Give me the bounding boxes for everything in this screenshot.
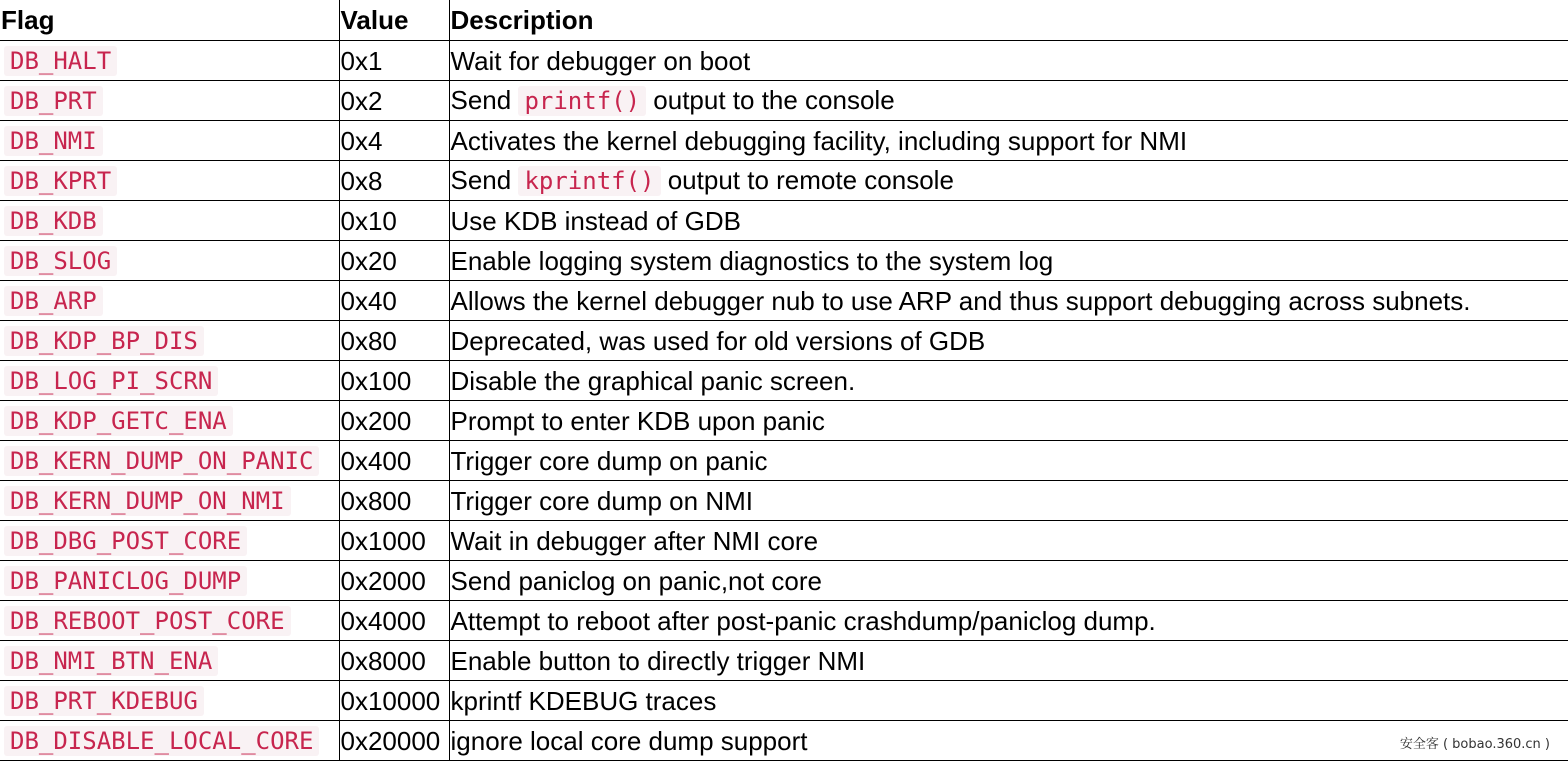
description-cell	[449, 81, 1568, 121]
description-text: ignore local core dump support	[450, 725, 808, 756]
description-cell	[449, 521, 1568, 561]
flag-name: DB_PRT_KDEBUG	[4, 686, 204, 716]
table-row	[0, 641, 1568, 681]
watermark: 安全客 ( bobao.360.cn )	[1399, 737, 1550, 752]
description-text: Activates the kernel debugging facility, including support for NMI	[450, 125, 1188, 156]
flag-name: DB_DBG_POST_CORE	[4, 526, 247, 556]
table-row	[0, 441, 1568, 481]
description-cell	[449, 561, 1568, 601]
value-cell: 0x20	[339, 241, 449, 281]
flag-cell	[0, 601, 339, 641]
value-cell: 0x1000	[339, 521, 449, 561]
value-cell: 0x40	[339, 281, 449, 321]
value-cell: 0x800	[339, 481, 449, 521]
description-text: Send	[450, 165, 519, 195]
description-text: Trigger core dump on panic	[450, 445, 768, 476]
table-row	[0, 361, 1568, 401]
description-code: kprintf()	[518, 166, 660, 196]
header-row	[0, 0, 1568, 41]
description-text: Send	[450, 85, 519, 115]
description-text: Wait for debugger on boot	[450, 45, 751, 76]
flag-name: DB_DISABLE_LOCAL_CORE	[4, 726, 319, 756]
value-cell: 0x4000	[339, 601, 449, 641]
flag-cell	[0, 721, 339, 761]
table-row	[0, 561, 1568, 601]
description-cell	[449, 121, 1568, 161]
description-text: Enable logging system diagnostics to the system log	[450, 245, 1054, 276]
value-cell: 0x4	[339, 121, 449, 161]
description-cell	[449, 361, 1568, 401]
flag-cell	[0, 41, 339, 81]
flag-name: DB_NMI	[4, 126, 103, 156]
description-text: Use KDB instead of GDB	[450, 205, 741, 236]
table-row	[0, 41, 1568, 81]
description-text: Disable the graphical panic screen.	[450, 365, 856, 396]
description-text: Prompt to enter KDB upon panic	[450, 405, 825, 436]
flag-cell	[0, 281, 339, 321]
table-body	[0, 41, 1568, 761]
description-cell	[449, 481, 1568, 521]
flag-name: DB_KERN_DUMP_ON_NMI	[4, 486, 291, 516]
table-row	[0, 521, 1568, 561]
table-row	[0, 681, 1568, 721]
flag-cell	[0, 81, 339, 121]
flag-cell	[0, 401, 339, 441]
value-cell: 0x8000	[339, 641, 449, 681]
table-row	[0, 161, 1568, 201]
flag-cell	[0, 561, 339, 601]
value-cell: 0x1	[339, 41, 449, 81]
flag-name: DB_LOG_PI_SCRN	[4, 366, 218, 396]
description-text: Allows the kernel debugger nub to use ARP and thus support debugging across subnets.	[450, 285, 1471, 316]
value-cell: 0x20000	[339, 721, 449, 761]
flag-cell	[0, 161, 339, 201]
value-cell: 0x100	[339, 361, 449, 401]
description-text: Wait in debugger after NMI core	[450, 525, 819, 556]
value-cell: 0x2000	[339, 561, 449, 601]
value-cell: 0x2	[339, 81, 449, 121]
value-cell: 0x10000	[339, 681, 449, 721]
description-text-after: output to the console	[646, 85, 895, 115]
description-text: Trigger core dump on NMI	[450, 485, 753, 516]
description-cell	[449, 41, 1568, 81]
value-cell: 0x10	[339, 201, 449, 241]
flag-cell	[0, 201, 339, 241]
table-row	[0, 601, 1568, 641]
header-flag: Flag	[0, 0, 339, 41]
flag-name: DB_KPRT	[4, 166, 117, 196]
description-text: Send paniclog on panic,not core	[450, 565, 822, 596]
header-value: Value	[339, 0, 449, 41]
table-row	[0, 721, 1568, 761]
table-row	[0, 121, 1568, 161]
value-cell: 0x400	[339, 441, 449, 481]
flag-cell	[0, 361, 339, 401]
description-cell	[449, 281, 1568, 321]
flag-name: DB_REBOOT_POST_CORE	[4, 606, 291, 636]
flag-name: DB_HALT	[4, 46, 117, 76]
flag-name: DB_NMI_BTN_ENA	[4, 646, 218, 676]
header-description: Description	[449, 0, 1568, 41]
description-cell	[449, 241, 1568, 281]
description-code: printf()	[518, 86, 646, 116]
table-row	[0, 81, 1568, 121]
description-text: Enable button to directly trigger NMI	[450, 645, 866, 676]
description-cell	[449, 601, 1568, 641]
flag-name: DB_KDP_GETC_ENA	[4, 406, 233, 436]
value-cell: 0x80	[339, 321, 449, 361]
value-cell: 0x8	[339, 161, 449, 201]
flag-cell	[0, 121, 339, 161]
table-row	[0, 241, 1568, 281]
flag-cell	[0, 321, 339, 361]
table-row	[0, 401, 1568, 441]
flag-name: DB_KERN_DUMP_ON_PANIC	[4, 446, 319, 476]
description-cell	[449, 641, 1568, 681]
table-row	[0, 321, 1568, 361]
flag-name: DB_KDP_BP_DIS	[4, 326, 204, 356]
description-text: Deprecated, was used for old versions of GDB	[450, 325, 986, 356]
flag-name: DB_KDB	[4, 206, 103, 236]
flag-name: DB_SLOG	[4, 246, 117, 276]
description-cell	[449, 441, 1568, 481]
description-cell	[449, 201, 1568, 241]
description-cell	[449, 161, 1568, 201]
value-cell: 0x200	[339, 401, 449, 441]
flag-cell	[0, 481, 339, 521]
description-text: kprintf KDEBUG traces	[450, 685, 717, 716]
flag-name: DB_PRT	[4, 86, 103, 116]
description-text-after: output to remote console	[660, 165, 954, 195]
flag-cell	[0, 241, 339, 281]
flag-cell	[0, 521, 339, 561]
table-row	[0, 201, 1568, 241]
flag-cell	[0, 641, 339, 681]
flag-cell	[0, 681, 339, 721]
description-cell	[449, 401, 1568, 441]
table-row	[0, 281, 1568, 321]
description-text: Attempt to reboot after post-panic crashdump/paniclog dump.	[450, 605, 1156, 636]
flag-name: DB_PANICLOG_DUMP	[4, 566, 247, 596]
table-row	[0, 481, 1568, 521]
flag-cell	[0, 441, 339, 481]
description-cell	[449, 681, 1568, 721]
flag-name: DB_ARP	[4, 286, 103, 316]
description-cell	[449, 321, 1568, 361]
